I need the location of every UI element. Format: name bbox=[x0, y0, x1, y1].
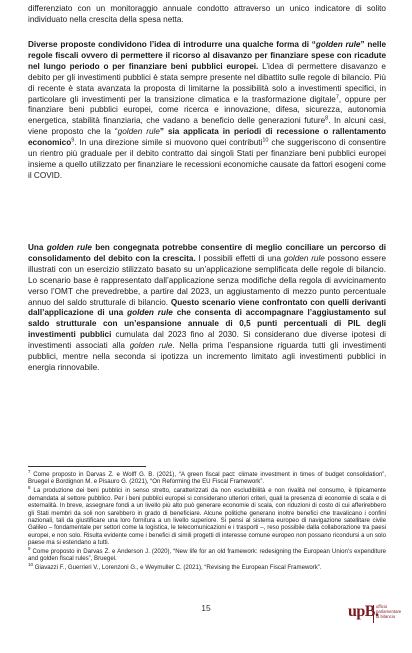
text-segment: Diverse proposte condividono l’idea di introdurre una qualche forma di “ bbox=[28, 40, 316, 49]
text-segment: che consenta di accompagnare l’aggiustamento sul saldo strutturale con un’espansione annuale di 0,5 punti percentuali di PIL degli investimenti pubblici bbox=[28, 308, 386, 340]
text-segment: ben congegnata potrebbe consentire di meglio conciliare un percorso di consolidamento del debito con la crescita. bbox=[28, 243, 387, 263]
footnote-number: 9 bbox=[28, 546, 31, 552]
logo-text bbox=[376, 604, 406, 619]
footnote-text: Come proposto in Darvas Z. e Anderson J. (2020), “New life for an old framework: redesigning the European Union’s expenditure and golden fiscal rules”, Bruegel. bbox=[28, 548, 386, 563]
text-segment: golden rule bbox=[46, 243, 92, 252]
footnote-number: 8 bbox=[28, 485, 31, 491]
logo-text-line-3: di bilancio bbox=[376, 614, 396, 619]
text-segment: Questo scenario viene confrontato con quelli derivanti dall’applicazione di una bbox=[28, 297, 386, 318]
footnote-number: 10 bbox=[28, 562, 34, 568]
footnote-10 bbox=[28, 564, 386, 571]
footnote-text: La produzione dei beni pubblici in senso stretto, caratterizzati da non escludibilità e non rivalità nel consumo, è tipicamente demandata al settore pubblico. Per i beni pubblici europei si considerano ulteriori criteri, quali la presenza di economie di scala e di esternalità. In breve, assegnare fondi a un livello più alto può generare economie di scala, con riduzioni di costo di cui afferirebbero gli Stati membri da soli non sarebbero in grado di beneficiare. Alcune politiche generano inoltre benefici che travalicano i confini nazionali, tali da giustificare una loro fornitura a un livello superiore. Si pensi al sistema europeo di navigazione satellitare civile Galileo – fondamentale per settori come la logistica, le telecomunicazioni e i trasporti –, reso possibile dalla collaborazione tra paesi europei, e non solo. Risulta evidente come i benefici di simili progetti di interesse comune europeo non possano ricondursi a un solo paese ma si estendano a tutti. bbox=[28, 487, 386, 547]
text-segment: che suggeriscono di consentire un rientro più graduale per il debito contratto dai singoli Stati per finanziare beni pubblici europei insieme a quello utilizzato per finanziare le recessioni economiche causate da fattori esogeni come il COVID. bbox=[28, 138, 386, 180]
text-segment: golden rule bbox=[315, 40, 361, 49]
text-segment: differenziato con un monitoraggio annuale condotto attraverso un unico indicatore di solito individuato nella crescita della spesa netta. bbox=[28, 4, 386, 24]
logo-mark: upB. bbox=[348, 603, 379, 620]
logo-text-line-1: ufficio bbox=[376, 604, 388, 609]
footnote-text: Come proposto in Darvas Z. e Wolff G. B. (2021), “A green fiscal pact: climate investment in times of budget consolidation”, Bruegel e Bordignon M. e Pisauro G. (2021), “On Reforming the EU Fiscal Framework”. bbox=[28, 471, 386, 486]
text-segment: cumulata dal 2023 fino al 2030. Si considerano due diverse ipotesi di investimenti associati alla bbox=[28, 330, 386, 351]
upb-logo bbox=[348, 602, 404, 630]
paragraph-golden-rule-exercise bbox=[28, 243, 386, 374]
footnote-number: 7 bbox=[28, 468, 31, 474]
page-number: 15 bbox=[201, 603, 211, 613]
paragraph-golden-rule-proposals bbox=[28, 40, 386, 182]
text-segment: , oppure per finanziare beni pubblici europei, come ricerca e innovazione, difesa, sicurezza, autonomia energetica, stabilità finanziaria, che vadano a beneficio delle generazioni future bbox=[28, 94, 386, 126]
text-segment: . In alcuni casi, viene proposto che la “ bbox=[28, 116, 387, 137]
footnote-text: Giavazzi F., Guerrieri V., Lorenzoni G., e Weymuller C. (2021), “Revising the European Fiscal Framework”. bbox=[33, 564, 322, 572]
footnote-reference: 9 bbox=[71, 137, 75, 144]
text-segment: golden rule bbox=[129, 341, 173, 351]
footnotes bbox=[28, 468, 386, 573]
text-segment: ” sia applicata in periodi di recessione o rallentamento economico bbox=[28, 127, 386, 148]
text-segment: Una bbox=[28, 243, 47, 252]
footnote-7 bbox=[28, 468, 386, 486]
text-segment: . Nella prima l’espansione riguarda tutti gli investimenti pubblici, mentre nella seconda si ipotizza un incremento limitato agli investimenti pubblici in energia rinnovabile. bbox=[28, 341, 387, 372]
logo-text-line-2: parlamentare bbox=[376, 609, 402, 614]
footnote-separator bbox=[28, 466, 146, 467]
footnote-9 bbox=[28, 548, 386, 563]
text-segment: L’idea di permettere disavanzo e debito per gli investimenti pubblici è stata sempre presente nel dibattito sulle regole di bilancio. Più di recente è stata avanzata la proposta di limitarne la possibilità solo a investimenti specifici, in particolare gli investimenti per la transizione climatica e la trasformazione digitale bbox=[28, 61, 386, 104]
footnote-reference: 8 bbox=[325, 115, 329, 122]
text-segment: ” nelle regole fiscali ovvero di permettere il ricorso al disavanzo per finanziare spese con ricadute nel lungo periodo o per finanziare beni pubblici europei. bbox=[28, 40, 387, 71]
logo-divider bbox=[373, 605, 374, 623]
text-segment: . In una direzione simile si muovono quei contributi bbox=[74, 138, 263, 148]
text-segment: golden rule bbox=[117, 127, 160, 137]
paragraph-intro bbox=[28, 4, 386, 26]
text-segment: possono essere illustrati con un esercizio stilizzato basato su un’applicazione semplificata delle regole di bilancio. Lo scenario base è rappresentato dall’applicazione senza modifiche della regola di avvicinamento verso l’OMT che prevedrebbe, a partire dal 2023, un aggiustamento di mezzo punto percentuale annuo del saldo strutturale di bilancio. bbox=[28, 253, 386, 307]
footnote-reference: 7 bbox=[335, 93, 339, 100]
text-segment: golden rule bbox=[283, 253, 325, 263]
text-segment: golden rule bbox=[127, 308, 173, 318]
footnote-8 bbox=[28, 487, 386, 546]
text-segment: I possibili effetti di una bbox=[195, 253, 284, 263]
footnote-reference: 10 bbox=[262, 137, 269, 144]
